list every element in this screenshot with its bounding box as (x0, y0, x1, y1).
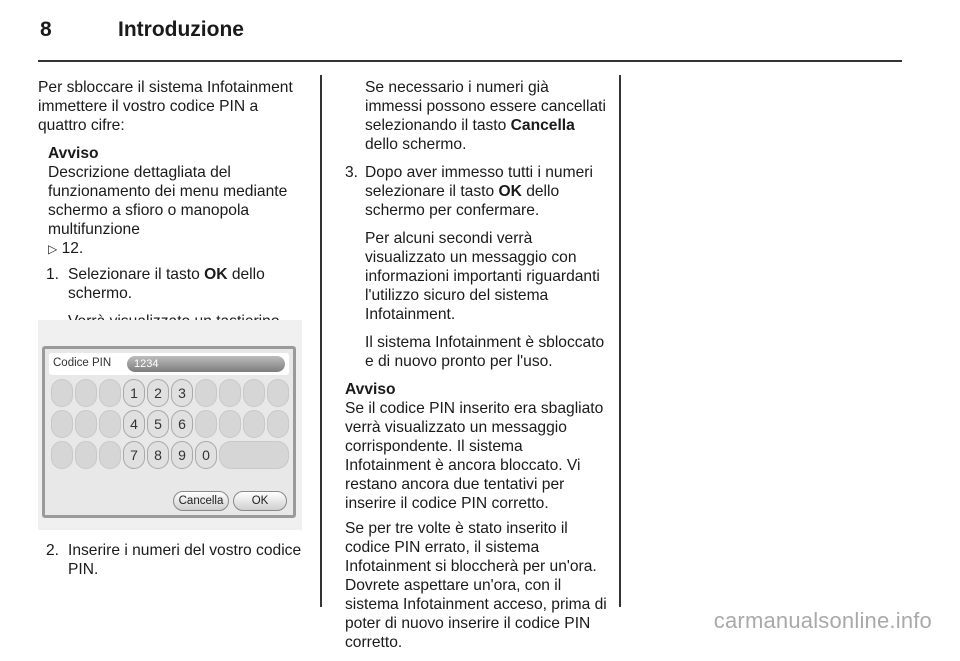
ok-key-name: OK (204, 266, 228, 283)
blank-key (195, 410, 217, 438)
note-text: Descrizione dettagliata del funzionamento dei menu mediante schermo a sfioro o manopola multifunzione (48, 164, 288, 238)
cancel-key-name: Cancella (510, 117, 575, 134)
blank-key (99, 441, 121, 469)
key-9[interactable]: 9 (171, 441, 193, 469)
pin-label: Codice PIN (53, 357, 112, 369)
step-3-detail-1: Per alcuni secondi verrà visualizzato un messaggio con informazioni importanti riguardanti l'utilizzo sicuro del sistema Infotainment. (365, 230, 600, 323)
blank-key (267, 379, 289, 407)
blank-key (267, 410, 289, 438)
blank-key (75, 379, 97, 407)
pin-bar (49, 353, 289, 375)
step-2-continuation (345, 78, 607, 154)
step-3-detail-2: Il sistema Infotainment è sbloccato e di nuovo pronto per l'uso. (365, 334, 605, 370)
ok-key-name: OK (498, 183, 522, 200)
blank-key (219, 379, 241, 407)
step-text-end: dello schermo per confermare. (365, 183, 560, 219)
note-title: Avviso (48, 145, 99, 162)
blank-key (51, 379, 73, 407)
display-frame (42, 346, 296, 518)
step-2 (38, 541, 306, 579)
column-divider (320, 75, 322, 607)
cont-text: Se necessario i numeri già immessi possono essere cancellati selezionando il tasto (365, 79, 606, 134)
key-8[interactable]: 8 (147, 441, 169, 469)
blank-key (51, 441, 73, 469)
right-column (345, 78, 607, 661)
note-page-ref: 12. (61, 240, 84, 257)
step-number: 1. (46, 266, 60, 283)
step-text: Dopo aver immesso tutti i numeri selezionare il tasto (365, 164, 593, 200)
blank-key (99, 410, 121, 438)
note-box (345, 380, 607, 513)
cont-text-end: dello schermo. (365, 136, 467, 153)
key-0[interactable]: 0 (195, 441, 217, 469)
blank-key (219, 441, 289, 469)
step-3 (345, 163, 607, 220)
step-text: Inserire i numeri del vostro codice PIN. (68, 542, 302, 578)
blank-key (75, 441, 97, 469)
ok-button[interactable]: OK (233, 491, 287, 511)
step-1 (38, 265, 306, 303)
step-number: 3. (345, 164, 359, 181)
step-3-body (365, 163, 607, 220)
step-number: 2. (46, 542, 60, 559)
blank-key (51, 410, 73, 438)
note-box (48, 144, 306, 259)
step-text-end: dello schermo. (68, 266, 265, 302)
page-header (40, 18, 244, 42)
blank-key (243, 379, 265, 407)
key-5[interactable]: 5 (147, 410, 169, 438)
note-title: Avviso (345, 381, 396, 398)
blank-key (243, 410, 265, 438)
pin-entry-field[interactable]: 1234 (127, 356, 285, 372)
key-2[interactable]: 2 (147, 379, 169, 407)
step-2-container (38, 541, 306, 588)
blank-key (195, 379, 217, 407)
blank-key (99, 379, 121, 407)
key-6[interactable]: 6 (171, 410, 193, 438)
intro-paragraph: Per sbloccare il sistema Infotainment immettere il vostro codice PIN a quattro cifre: (38, 79, 293, 134)
left-column (38, 78, 306, 359)
column-divider-right (619, 75, 621, 607)
key-1[interactable]: 1 (123, 379, 145, 407)
note-text: Se il codice PIN inserito era sbagliato verrà visualizzato un messaggio corrispondente. Il sistema Infotainment è ancora bloccato. Vi restano ancora due tentativi per inserire il codice PIN corretto. (345, 400, 604, 512)
reference-arrow-icon: ▷ (48, 242, 58, 256)
key-3[interactable]: 3 (171, 379, 193, 407)
pin-screen-illustration (38, 320, 302, 530)
key-4[interactable]: 4 (123, 410, 145, 438)
blank-key (219, 410, 241, 438)
page-number: 8 (40, 18, 52, 41)
blank-key (75, 410, 97, 438)
header-rule (38, 60, 902, 62)
page-title: Introduzione (118, 18, 244, 41)
watermark: carmanualsonline.info (713, 608, 932, 633)
cancel-button[interactable]: Cancella (173, 491, 229, 511)
key-7[interactable]: 7 (123, 441, 145, 469)
final-paragraph: Se per tre volte è stato inserito il codice PIN errato, il sistema Infotainment si bloccherà per un'ora. Dovrete aspettare un'ora, con il sistema Infotainment acceso, prima di poter di nuovo inserire il codice PIN corretto. (345, 520, 607, 651)
step-text: Selezionare il tasto (68, 266, 205, 283)
